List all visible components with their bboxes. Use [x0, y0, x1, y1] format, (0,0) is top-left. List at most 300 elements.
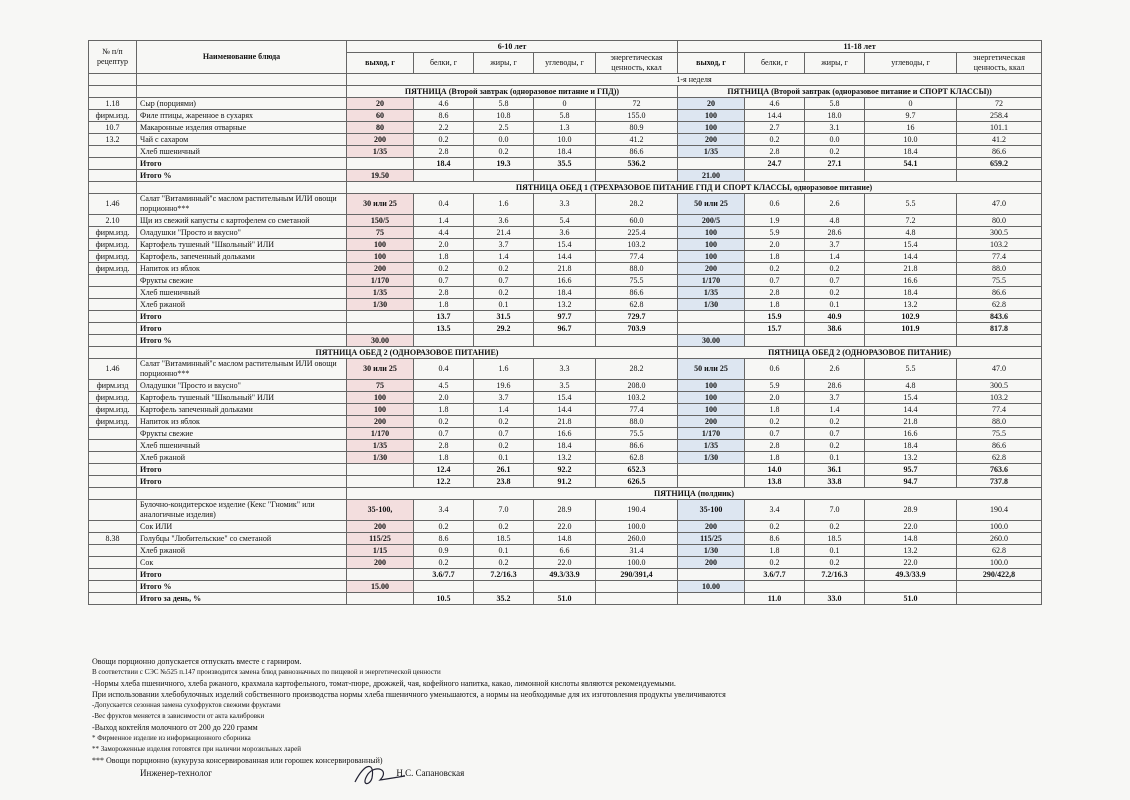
cell-dish-name: Итого: [137, 323, 347, 335]
cell-protein-6-10: 0.2: [414, 263, 474, 275]
cell-energy-11-18: [957, 170, 1042, 182]
cell-protein-11-18: 2.8: [745, 287, 805, 299]
cell-energy-6-10: [596, 335, 678, 347]
cell-carb-11-18: 21.8: [865, 263, 957, 275]
cell-fat-6-10: 26.1: [474, 464, 534, 476]
cell-yield-11-18: 1/30: [678, 452, 745, 464]
cell-recipe-number: 1.46: [89, 359, 137, 380]
handwritten-signature: [350, 760, 410, 790]
cell-energy-6-10: 729.7: [596, 311, 678, 323]
cell-yield-6-10: 1/30: [347, 299, 414, 311]
note-line: ** Замороженные изделия готовятся при наличии морозильных ларей: [92, 745, 301, 753]
cell-dish-name: Хлеб ржаной: [137, 545, 347, 557]
cell-recipe-number: [89, 545, 137, 557]
cell-carb-11-18: 49.3/33.9: [865, 569, 957, 581]
cell-dish-name: Итого %: [137, 335, 347, 347]
cell-protein-6-10: 0.7: [414, 428, 474, 440]
cell-fat-6-10: 7.2/16.3: [474, 569, 534, 581]
cell-fat-11-18: 0.1: [805, 452, 865, 464]
cell-yield-11-18: [678, 158, 745, 170]
cell-dish-name: Картофель, запеченный дольками: [137, 251, 347, 263]
cell-recipe-number: [89, 335, 137, 347]
cell-protein-11-18: 1.9: [745, 215, 805, 227]
cell-protein-11-18: 8.6: [745, 533, 805, 545]
cell-energy-6-10: 86.6: [596, 440, 678, 452]
cell-fat-11-18: 28.6: [805, 380, 865, 392]
cell-protein-6-10: 3.4: [414, 500, 474, 521]
cell-recipe-number: 1.46: [89, 194, 137, 215]
cell-recipe-number: [89, 452, 137, 464]
cell-recipe-number: [89, 287, 137, 299]
note-line: -Допускается сезонная замена сухофруктов свежими фруктами: [92, 701, 281, 709]
cell-protein-11-18: 3.4: [745, 500, 805, 521]
cell-carb-11-18: 16.6: [865, 428, 957, 440]
cell-yield-11-18: 21.00: [678, 170, 745, 182]
cell-carb-11-18: 14.8: [865, 533, 957, 545]
cell-recipe-number: [89, 557, 137, 569]
cell-carb-11-18: 16: [865, 122, 957, 134]
cell-recipe-number: [89, 170, 137, 182]
cell-fat-11-18: 1.4: [805, 404, 865, 416]
cell-protein-6-10: 4.6: [414, 98, 474, 110]
cell-yield-6-10: [347, 569, 414, 581]
section-second-breakfast-11-18: ПЯТНИЦА (Второй завтрак (одноразовое питание и СПОРТ КЛАССЫ)): [678, 86, 1042, 98]
cell-fat-6-10: 0.1: [474, 545, 534, 557]
col-protein-2: белки, г: [745, 53, 805, 74]
cell-energy-6-10: 77.4: [596, 251, 678, 263]
cell-yield-11-18: 200: [678, 134, 745, 146]
cell-energy-6-10: 41.2: [596, 134, 678, 146]
cell-dish-name: Хлеб ржаной: [137, 452, 347, 464]
cell-fat-11-18: [805, 170, 865, 182]
cell-fat-6-10: 2.5: [474, 122, 534, 134]
cell-dish-name: Салат "Витаминный"с маслом растительным ИЛИ овощи порционно***: [137, 359, 347, 380]
menu-table: [88, 40, 1042, 605]
cell-protein-6-10: 13.7: [414, 311, 474, 323]
cell-fat-11-18: 3.1: [805, 122, 865, 134]
cell-recipe-number: [89, 275, 137, 287]
cell-fat-11-18: 0.2: [805, 263, 865, 275]
cell-protein-11-18: 5.9: [745, 380, 805, 392]
table-row: [89, 428, 1042, 440]
note-line: Овощи порционно допускается отпускать вместе с гарниром.: [92, 657, 302, 666]
table-row: [89, 227, 1042, 239]
cell-carb-11-18: 14.4: [865, 251, 957, 263]
cell-carb-6-10: 28.9: [534, 500, 596, 521]
cell-yield-11-18: 10.00: [678, 581, 745, 593]
cell-recipe-number: 8.38: [89, 533, 137, 545]
cell-dish-name: Макаронные изделия отварные: [137, 122, 347, 134]
cell-carb-11-18: 4.8: [865, 227, 957, 239]
cell-energy-11-18: [957, 335, 1042, 347]
cell-energy-6-10: 62.8: [596, 452, 678, 464]
cell-protein-11-18: 2.0: [745, 392, 805, 404]
col-energy-2: энергетическая ценность, ккал: [957, 53, 1042, 74]
cell-energy-6-10: 86.6: [596, 146, 678, 158]
cell-energy-11-18: 190.4: [957, 500, 1042, 521]
cell-fat-11-18: 5.8: [805, 98, 865, 110]
note-line: При использовании хлебобулочных изделий собственного производства нормы хлеба пшеничного уменьшаются, а нормы на необходимые для их изготовления продукты увеличиваются: [92, 690, 726, 699]
cell-energy-11-18: 101.1: [957, 122, 1042, 134]
cell-protein-6-10: 1.8: [414, 251, 474, 263]
cell-dish-name: Оладушки "Просто и вкусно": [137, 380, 347, 392]
cell-energy-6-10: 75.5: [596, 428, 678, 440]
cell-dish-name: Голубцы "Любительские" со сметаной: [137, 533, 347, 545]
cell-dish-name: Сок: [137, 557, 347, 569]
cell-carb-6-10: 15.4: [534, 239, 596, 251]
cell-protein-11-18: 0.7: [745, 428, 805, 440]
table-row: [89, 533, 1042, 545]
cell-recipe-number: фирм.изд.: [89, 392, 137, 404]
cell-yield-11-18: [678, 464, 745, 476]
cell-energy-11-18: 290/422,8: [957, 569, 1042, 581]
cell-energy-6-10: [596, 170, 678, 182]
cell-carb-11-18: 16.6: [865, 275, 957, 287]
col-yield-2: выход, г: [678, 53, 745, 74]
cell-dish-name: Итого: [137, 158, 347, 170]
cell-dish-name: Чай с сахаром: [137, 134, 347, 146]
cell-energy-6-10: [596, 581, 678, 593]
cell-protein-6-10: 0.2: [414, 557, 474, 569]
cell-protein-6-10: 0.7: [414, 275, 474, 287]
cell-fat-6-10: 3.6: [474, 215, 534, 227]
cell-yield-6-10: [347, 476, 414, 488]
cell-recipe-number: фирм.изд.: [89, 263, 137, 275]
cell-fat-11-18: 2.6: [805, 359, 865, 380]
cell-protein-11-18: 0.2: [745, 557, 805, 569]
cell-yield-6-10: 30.00: [347, 335, 414, 347]
cell-protein-6-10: 1.8: [414, 404, 474, 416]
cell-dish-name: Хлеб пшеничный: [137, 287, 347, 299]
cell-yield-6-10: 15.00: [347, 581, 414, 593]
cell-protein-11-18: [745, 170, 805, 182]
cell-dish-name: Итого за день, %: [137, 593, 347, 605]
cell-yield-11-18: 50 или 25: [678, 194, 745, 215]
cell-energy-11-18: 47.0: [957, 359, 1042, 380]
cell-carb-6-10: [534, 581, 596, 593]
cell-carb-11-18: 94.7: [865, 476, 957, 488]
cell-yield-11-18: 50 или 25: [678, 359, 745, 380]
cell-fat-6-10: 1.6: [474, 194, 534, 215]
col-num-header: № п/п рецептур: [89, 41, 137, 74]
col-fat-2: жиры, г: [805, 53, 865, 74]
cell-energy-6-10: 100.0: [596, 557, 678, 569]
cell-energy-11-18: 763.6: [957, 464, 1042, 476]
cell-carb-6-10: 18.4: [534, 146, 596, 158]
col-protein-1: белки, г: [414, 53, 474, 74]
cell-carb-6-10: 92.2: [534, 464, 596, 476]
cell-energy-6-10: 28.2: [596, 194, 678, 215]
cell-dish-name: Сыр (порциями): [137, 98, 347, 110]
cell-dish-name: Итого: [137, 311, 347, 323]
cell-energy-6-10: 290/391,4: [596, 569, 678, 581]
cell-carb-6-10: 13.2: [534, 452, 596, 464]
cell-fat-6-10: 19.6: [474, 380, 534, 392]
cell-fat-11-18: 33.0: [805, 593, 865, 605]
cell-energy-11-18: 258.4: [957, 110, 1042, 122]
cell-protein-11-18: 1.8: [745, 404, 805, 416]
cell-recipe-number: фирм.изд: [89, 380, 137, 392]
cell-recipe-number: фирм.изд.: [89, 251, 137, 263]
cell-carb-6-10: 5.8: [534, 110, 596, 122]
cell-carb-6-10: 35.5: [534, 158, 596, 170]
cell-energy-6-10: 652.3: [596, 464, 678, 476]
cell-fat-11-18: 4.8: [805, 215, 865, 227]
cell-yield-11-18: [678, 476, 745, 488]
cell-protein-6-10: 4.5: [414, 380, 474, 392]
cell-carb-6-10: 21.8: [534, 263, 596, 275]
cell-carb-6-10: 10.0: [534, 134, 596, 146]
cell-protein-11-18: 1.8: [745, 251, 805, 263]
cell-energy-11-18: 100.0: [957, 557, 1042, 569]
cell-fat-11-18: 18.5: [805, 533, 865, 545]
cell-yield-11-18: 100: [678, 227, 745, 239]
age-group-11-18: 11-18 лет: [678, 41, 1042, 53]
table-row: [89, 263, 1042, 275]
cell-energy-6-10: 31.4: [596, 545, 678, 557]
cell-fat-6-10: 0.1: [474, 299, 534, 311]
cell-carb-6-10: 18.4: [534, 287, 596, 299]
cell-recipe-number: фирм.изд.: [89, 404, 137, 416]
cell-fat-11-18: 0.2: [805, 146, 865, 158]
week-label: 1-я неделя: [347, 74, 1042, 86]
cell-carb-11-18: 15.4: [865, 392, 957, 404]
cell-fat-11-18: 38.6: [805, 323, 865, 335]
cell-fat-11-18: 1.4: [805, 251, 865, 263]
table-row: [89, 392, 1042, 404]
cell-yield-6-10: 200: [347, 263, 414, 275]
cell-yield-11-18: 1/35: [678, 146, 745, 158]
cell-carb-6-10: 1.3: [534, 122, 596, 134]
cell-protein-6-10: 12.4: [414, 464, 474, 476]
table-row: [89, 98, 1042, 110]
cell-yield-6-10: 1/35: [347, 287, 414, 299]
cell-recipe-number: [89, 299, 137, 311]
cell-carb-6-10: 22.0: [534, 521, 596, 533]
cell-yield-6-10: 1/30: [347, 452, 414, 464]
cell-fat-6-10: 10.8: [474, 110, 534, 122]
cell-fat-11-18: 3.7: [805, 239, 865, 251]
table-row: [89, 299, 1042, 311]
cell-fat-11-18: 33.8: [805, 476, 865, 488]
cell-protein-6-10: 2.8: [414, 146, 474, 158]
section-afternoon-snack: ПЯТНИЦА (полдник): [347, 488, 1042, 500]
cell-protein-11-18: 0.6: [745, 194, 805, 215]
cell-fat-6-10: [474, 581, 534, 593]
cell-recipe-number: фирм.изд.: [89, 239, 137, 251]
cell-energy-11-18: 100.0: [957, 521, 1042, 533]
cell-energy-6-10: 28.2: [596, 359, 678, 380]
cell-yield-6-10: 100: [347, 239, 414, 251]
table-row: [89, 146, 1042, 158]
cell-dish-name: Итого: [137, 476, 347, 488]
section-lunch-2-6-10: ПЯТНИЦА ОБЕД 2 (ОДНОРАЗОВОЕ ПИТАНИЕ): [137, 347, 678, 359]
cell-carb-6-10: 96.7: [534, 323, 596, 335]
cell-carb-6-10: 0: [534, 98, 596, 110]
cell-fat-6-10: 31.5: [474, 311, 534, 323]
cell-yield-11-18: 100: [678, 404, 745, 416]
cell-protein-6-10: 18.4: [414, 158, 474, 170]
cell-yield-11-18: 1/35: [678, 440, 745, 452]
cell-carb-11-18: 18.4: [865, 146, 957, 158]
cell-dish-name: Напиток из яблок: [137, 263, 347, 275]
cell-yield-6-10: 80: [347, 122, 414, 134]
cell-protein-6-10: 13.5: [414, 323, 474, 335]
cell-recipe-number: [89, 593, 137, 605]
cell-fat-11-18: 40.9: [805, 311, 865, 323]
cell-fat-6-10: 0.7: [474, 275, 534, 287]
cell-yield-11-18: 200: [678, 557, 745, 569]
cell-fat-6-10: 19.3: [474, 158, 534, 170]
cell-energy-11-18: 62.8: [957, 299, 1042, 311]
cell-yield-11-18: 1/30: [678, 299, 745, 311]
cell-recipe-number: [89, 464, 137, 476]
cell-energy-11-18: 72: [957, 98, 1042, 110]
cell-carb-6-10: 15.4: [534, 392, 596, 404]
cell-carb-11-18: 22.0: [865, 557, 957, 569]
col-energy-1: энергетическая ценность, ккал: [596, 53, 678, 74]
cell-carb-11-18: 5.5: [865, 194, 957, 215]
cell-energy-11-18: 86.6: [957, 440, 1042, 452]
cell-energy-6-10: 72: [596, 98, 678, 110]
table-row: [89, 476, 1042, 488]
cell-carb-6-10: [534, 335, 596, 347]
cell-dish-name: Булочно-кондитерское изделие (Кекс "Гномик" или аналогичные изделия): [137, 500, 347, 521]
cell-energy-11-18: 62.8: [957, 545, 1042, 557]
cell-recipe-number: [89, 158, 137, 170]
cell-carb-11-18: 10.0: [865, 134, 957, 146]
table-row: [89, 452, 1042, 464]
cell-yield-6-10: 35-100,: [347, 500, 414, 521]
cell-fat-6-10: 0.2: [474, 146, 534, 158]
cell-protein-11-18: 15.9: [745, 311, 805, 323]
cell-fat-6-10: 0.2: [474, 416, 534, 428]
cell-carb-6-10: 3.6: [534, 227, 596, 239]
cell-fat-11-18: 3.7: [805, 392, 865, 404]
cell-carb-11-18: 18.4: [865, 287, 957, 299]
cell-energy-11-18: 103.2: [957, 392, 1042, 404]
cell-yield-11-18: [678, 569, 745, 581]
cell-yield-6-10: 1/170: [347, 428, 414, 440]
cell-energy-6-10: 77.4: [596, 404, 678, 416]
cell-recipe-number: [89, 440, 137, 452]
cell-recipe-number: [89, 581, 137, 593]
cell-yield-6-10: 20: [347, 98, 414, 110]
table-row: [89, 122, 1042, 134]
cell-fat-6-10: 1.6: [474, 359, 534, 380]
cell-energy-11-18: 659.2: [957, 158, 1042, 170]
cell-yield-11-18: 200: [678, 263, 745, 275]
cell-carb-11-18: 4.8: [865, 380, 957, 392]
cell-carb-11-18: 13.2: [865, 545, 957, 557]
cell-protein-6-10: 1.8: [414, 452, 474, 464]
cell-dish-name: Хлеб пшеничный: [137, 440, 347, 452]
cell-energy-11-18: 843.6: [957, 311, 1042, 323]
cell-fat-6-10: 0.2: [474, 521, 534, 533]
cell-carb-11-18: 18.4: [865, 440, 957, 452]
cell-fat-11-18: [805, 335, 865, 347]
cell-carb-6-10: 49.3/33.9: [534, 569, 596, 581]
cell-protein-6-10: 8.6: [414, 533, 474, 545]
cell-fat-11-18: 0.0: [805, 134, 865, 146]
cell-yield-6-10: 100: [347, 251, 414, 263]
cell-protein-6-10: 2.8: [414, 287, 474, 299]
cell-carb-6-10: 13.2: [534, 299, 596, 311]
signature-name: Н.С. Сапановская: [396, 768, 465, 778]
cell-energy-11-18: 47.0: [957, 194, 1042, 215]
cell-yield-6-10: [347, 311, 414, 323]
cell-yield-6-10: 60: [347, 110, 414, 122]
cell-energy-6-10: 626.5: [596, 476, 678, 488]
col-carb-2: углеводы, г: [865, 53, 957, 74]
cell-energy-6-10: 208.0: [596, 380, 678, 392]
cell-protein-6-10: 12.2: [414, 476, 474, 488]
cell-carb-11-18: 5.5: [865, 359, 957, 380]
table-row: [89, 287, 1042, 299]
cell-carb-11-18: 14.4: [865, 404, 957, 416]
cell-protein-6-10: 1.4: [414, 215, 474, 227]
cell-protein-11-18: 0.2: [745, 416, 805, 428]
cell-energy-6-10: 88.0: [596, 263, 678, 275]
cell-carb-6-10: 5.4: [534, 215, 596, 227]
cell-recipe-number: 10.7: [89, 122, 137, 134]
footnotes: [92, 656, 1052, 766]
cell-energy-6-10: 88.0: [596, 416, 678, 428]
cell-yield-6-10: [347, 464, 414, 476]
cell-fat-11-18: 7.2/16.3: [805, 569, 865, 581]
cell-protein-6-10: 0.4: [414, 194, 474, 215]
cell-protein-11-18: 0.2: [745, 263, 805, 275]
cell-energy-11-18: 77.4: [957, 404, 1042, 416]
cell-yield-6-10: 1/15: [347, 545, 414, 557]
cell-dish-name: Фрукты свежие: [137, 428, 347, 440]
cell-fat-11-18: 0.1: [805, 299, 865, 311]
cell-protein-11-18: 0.2: [745, 521, 805, 533]
cell-energy-11-18: 300.5: [957, 227, 1042, 239]
cell-fat-11-18: 0.2: [805, 287, 865, 299]
table-row: [89, 134, 1042, 146]
cell-yield-6-10: 30 или 25: [347, 359, 414, 380]
cell-fat-11-18: 7.0: [805, 500, 865, 521]
cell-protein-11-18: 13.8: [745, 476, 805, 488]
cell-carb-11-18: [865, 335, 957, 347]
cell-protein-11-18: [745, 335, 805, 347]
cell-fat-6-10: 3.7: [474, 239, 534, 251]
cell-dish-name: Хлеб ржаной: [137, 299, 347, 311]
table-row: [89, 158, 1042, 170]
cell-protein-11-18: 11.0: [745, 593, 805, 605]
cell-yield-11-18: [678, 323, 745, 335]
cell-energy-6-10: 155.0: [596, 110, 678, 122]
cell-yield-6-10: 100: [347, 404, 414, 416]
table-row: [89, 215, 1042, 227]
cell-protein-11-18: 1.8: [745, 299, 805, 311]
signature-role: Инженер-технолог: [140, 768, 212, 778]
cell-energy-6-10: 703.9: [596, 323, 678, 335]
cell-yield-6-10: 100: [347, 392, 414, 404]
cell-energy-6-10: 86.6: [596, 287, 678, 299]
cell-carb-6-10: 3.3: [534, 194, 596, 215]
cell-carb-6-10: 18.4: [534, 440, 596, 452]
col-yield-1: выход, г: [347, 53, 414, 74]
cell-carb-6-10: 22.0: [534, 557, 596, 569]
cell-recipe-number: [89, 521, 137, 533]
cell-energy-6-10: 80.9: [596, 122, 678, 134]
table-row: [89, 335, 1042, 347]
cell-yield-11-18: 200/5: [678, 215, 745, 227]
cell-protein-11-18: 2.7: [745, 122, 805, 134]
cell-yield-11-18: 100: [678, 122, 745, 134]
